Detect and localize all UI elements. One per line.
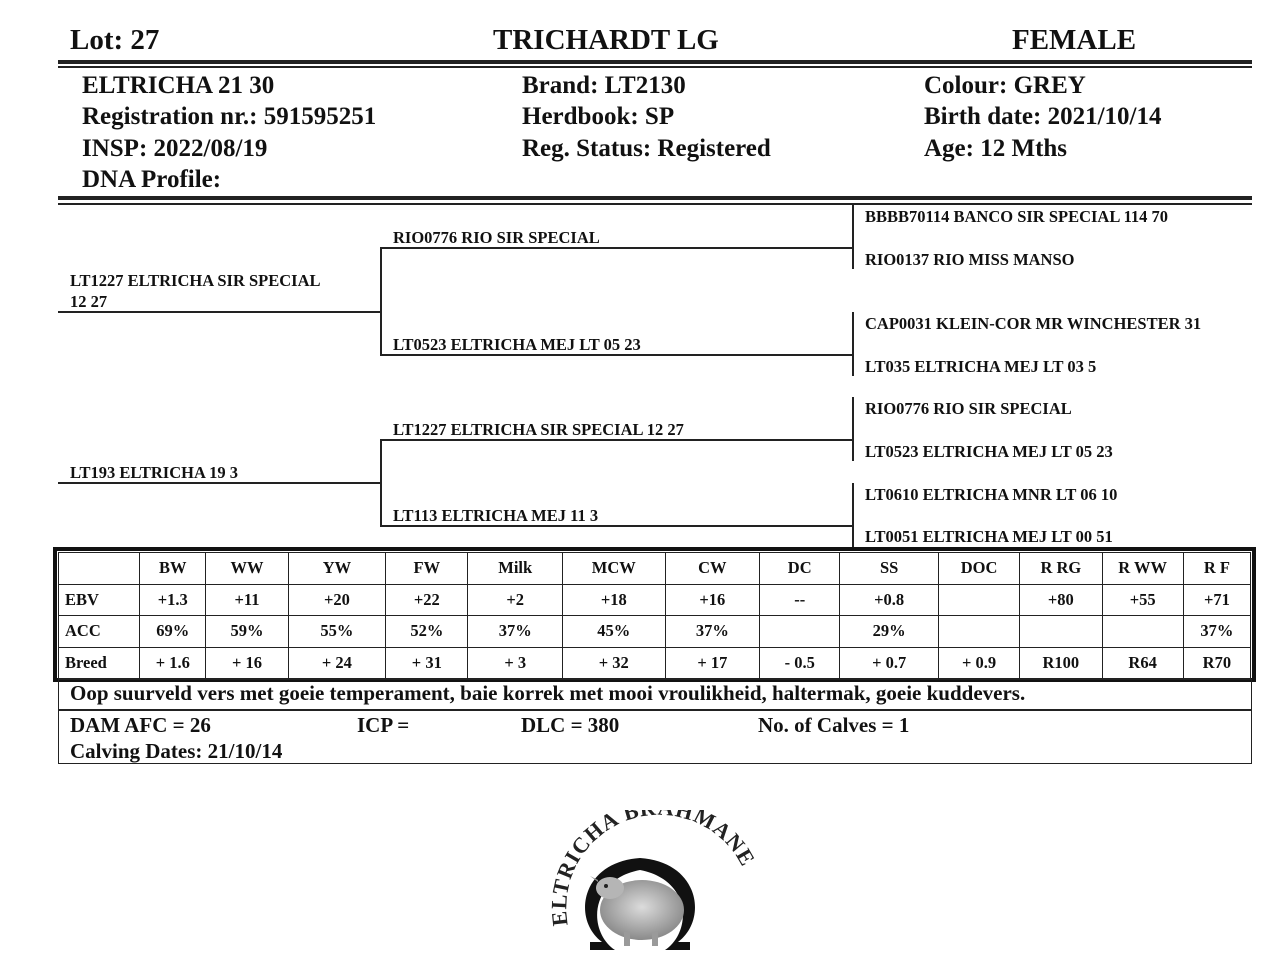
sire-name: LT1227 ELTRICHA SIR SPECIAL bbox=[70, 271, 321, 290]
breed-cell: + 0.7 bbox=[840, 647, 939, 679]
ebv-header-cell: SS bbox=[840, 553, 939, 585]
acc-cell bbox=[760, 616, 840, 648]
breed-cell: R64 bbox=[1102, 647, 1183, 679]
sire-sire-line bbox=[380, 247, 852, 249]
breed-cell: + 3 bbox=[468, 647, 563, 679]
breed-cell: + 17 bbox=[665, 647, 760, 679]
ebv-cell: +2 bbox=[468, 584, 563, 616]
acc-cell bbox=[1020, 616, 1102, 648]
ggp-dam-sire-sire: RIO0776 RIO SIR SPECIAL bbox=[865, 399, 1072, 418]
dam-dam-name: LT113 ELTRICHA MEJ 11 3 bbox=[393, 506, 599, 525]
ebv-header-cell: CW bbox=[665, 553, 760, 585]
acc-cell: 37% bbox=[1183, 616, 1250, 648]
brand: Brand: LT2130 bbox=[522, 72, 686, 99]
ebv-row-breed bbox=[59, 647, 1251, 679]
dam-sire-line bbox=[380, 439, 852, 441]
acc-cell: 69% bbox=[140, 616, 206, 648]
inspection-date: INSP: 2022/08/19 bbox=[82, 135, 268, 162]
sire-bracket bbox=[380, 247, 382, 355]
lot-number: Lot: 27 bbox=[70, 24, 160, 56]
ebv-cell: +0.8 bbox=[840, 584, 939, 616]
dam-dam-line bbox=[380, 525, 852, 527]
acc-cell: 29% bbox=[840, 616, 939, 648]
ggp-bracket-1 bbox=[852, 205, 854, 269]
breed-cell: R100 bbox=[1020, 647, 1102, 679]
breed-cell: - 0.5 bbox=[760, 647, 840, 679]
ggp-dam-dam-dam: LT0051 ELTRICHA MEJ LT 00 51 bbox=[865, 527, 1113, 546]
ebv-row-label: EBV bbox=[59, 584, 140, 616]
logo-text: ELTRICHA B HMANE bbox=[546, 810, 761, 928]
ggp-bracket-4 bbox=[852, 483, 854, 547]
icp: ICP = bbox=[357, 713, 410, 737]
acc-cell: 55% bbox=[288, 616, 386, 648]
colour: Colour: GREY bbox=[924, 72, 1086, 99]
ebv-header-cell: R F bbox=[1183, 553, 1250, 585]
remarks-text: Oop suurveld vers met goeie temperament, baie korrek met mooi vroulikheid, haltermak, goeie kuddevers. bbox=[70, 681, 1026, 705]
sire-dam-line bbox=[380, 354, 852, 356]
header-rule-bottom bbox=[58, 66, 1252, 68]
ebv-cell: +1.3 bbox=[140, 584, 206, 616]
ebv-table bbox=[58, 552, 1251, 679]
acc-cell bbox=[938, 616, 1019, 648]
age: Age: 12 Mths bbox=[924, 135, 1068, 162]
ebv-cell: -- bbox=[760, 584, 840, 616]
breed-cell: + 0.9 bbox=[938, 647, 1019, 679]
dlc: DLC = 380 bbox=[521, 713, 620, 737]
dam-bracket bbox=[380, 439, 382, 525]
ebv-header-cell: Milk bbox=[468, 553, 563, 585]
seller-name: TRICHARDT LG bbox=[493, 24, 719, 56]
pedigree-rule-top bbox=[58, 196, 1252, 200]
registration-status: Reg. Status: Registered bbox=[522, 135, 771, 162]
ggp-bracket-2 bbox=[852, 312, 854, 376]
pedigree-rule-thin bbox=[58, 203, 1252, 205]
acc-cell: 59% bbox=[206, 616, 288, 648]
dna-profile: DNA Profile: bbox=[82, 166, 222, 193]
animal-name: ELTRICHA 21 30 bbox=[82, 72, 275, 99]
ebv-row-label: Breed bbox=[59, 647, 140, 679]
animal-sex: FEMALE bbox=[1012, 24, 1137, 56]
ebv-header-cell: MCW bbox=[562, 553, 665, 585]
herdbook: Herdbook: SP bbox=[522, 103, 675, 130]
ggp-sire-dam-dam: LT035 ELTRICHA MEJ LT 03 5 bbox=[865, 357, 1097, 376]
sire-line bbox=[58, 311, 380, 313]
ggp-sire-dam-sire: CAP0031 KLEIN-COR MR WINCHESTER 31 bbox=[865, 314, 1202, 333]
ggp-dam-dam-sire: LT0610 ELTRICHA MNR LT 06 10 bbox=[865, 485, 1118, 504]
dam-afc: DAM AFC = 26 bbox=[70, 713, 211, 737]
acc-cell bbox=[1102, 616, 1183, 648]
ebv-row-acc bbox=[59, 616, 1251, 648]
breed-cell: + 24 bbox=[288, 647, 386, 679]
ebv-header-cell: YW bbox=[288, 553, 386, 585]
brahman-logo bbox=[540, 810, 770, 960]
ebv-row-ebv bbox=[59, 584, 1251, 616]
sire-sire-name: RIO0776 RIO SIR SPECIAL bbox=[393, 228, 600, 247]
breed-cell: + 32 bbox=[562, 647, 665, 679]
ebv-header-cell: R RG bbox=[1020, 553, 1102, 585]
birth-date: Birth date: 2021/10/14 bbox=[924, 103, 1162, 130]
ebv-header-row bbox=[59, 553, 1251, 585]
dam-line bbox=[58, 482, 380, 484]
ggp-sire-sire-sire: BBBB70114 BANCO SIR SPECIAL 114 70 bbox=[865, 207, 1169, 226]
acc-cell: 52% bbox=[386, 616, 468, 648]
ebv-header-cell: BW bbox=[140, 553, 206, 585]
number-of-calves: No. of Calves = 1 bbox=[758, 713, 910, 737]
ebv-header-cell: DC bbox=[760, 553, 840, 585]
calving-dates: Calving Dates: 21/10/14 bbox=[70, 739, 283, 763]
ebv-header-cell: WW bbox=[206, 553, 288, 585]
ebv-cell: +71 bbox=[1183, 584, 1250, 616]
ggp-bracket-3 bbox=[852, 397, 854, 461]
ebv-header-cell: R WW bbox=[1102, 553, 1183, 585]
sire-name-line2: 12 27 bbox=[70, 292, 108, 311]
ebv-header-cell: FW bbox=[386, 553, 468, 585]
ebv-header-cell: DOC bbox=[938, 553, 1019, 585]
ebv-cell: +55 bbox=[1102, 584, 1183, 616]
ebv-cell: +22 bbox=[386, 584, 468, 616]
ebv-cell: +18 bbox=[562, 584, 665, 616]
ebv-cell bbox=[938, 584, 1019, 616]
omega-cow-icon bbox=[540, 810, 770, 960]
ebv-header-cell bbox=[59, 553, 140, 585]
ggp-sire-sire-dam: RIO0137 RIO MISS MANSO bbox=[865, 250, 1075, 269]
ebv-cell: +20 bbox=[288, 584, 386, 616]
acc-cell: 37% bbox=[468, 616, 563, 648]
dam-sire-name: LT1227 ELTRICHA SIR SPECIAL 12 27 bbox=[393, 420, 684, 439]
breed-cell: + 16 bbox=[206, 647, 288, 679]
ebv-row-label: ACC bbox=[59, 616, 140, 648]
breed-cell: + 1.6 bbox=[140, 647, 206, 679]
dam-name: LT193 ELTRICHA 19 3 bbox=[70, 463, 238, 482]
ebv-cell: +80 bbox=[1020, 584, 1102, 616]
remarks-divider bbox=[58, 709, 1252, 711]
ebv-cell: +11 bbox=[206, 584, 288, 616]
registration-number: Registration nr.: 591595251 bbox=[82, 103, 377, 130]
acc-cell: 45% bbox=[562, 616, 665, 648]
ggp-dam-sire-dam: LT0523 ELTRICHA MEJ LT 05 23 bbox=[865, 442, 1113, 461]
ebv-cell: +16 bbox=[665, 584, 760, 616]
acc-cell: 37% bbox=[665, 616, 760, 648]
breed-cell: R70 bbox=[1183, 647, 1250, 679]
breed-cell: + 31 bbox=[386, 647, 468, 679]
header-rule-top bbox=[58, 60, 1252, 64]
sire-dam-name: LT0523 ELTRICHA MEJ LT 05 23 bbox=[393, 335, 641, 354]
